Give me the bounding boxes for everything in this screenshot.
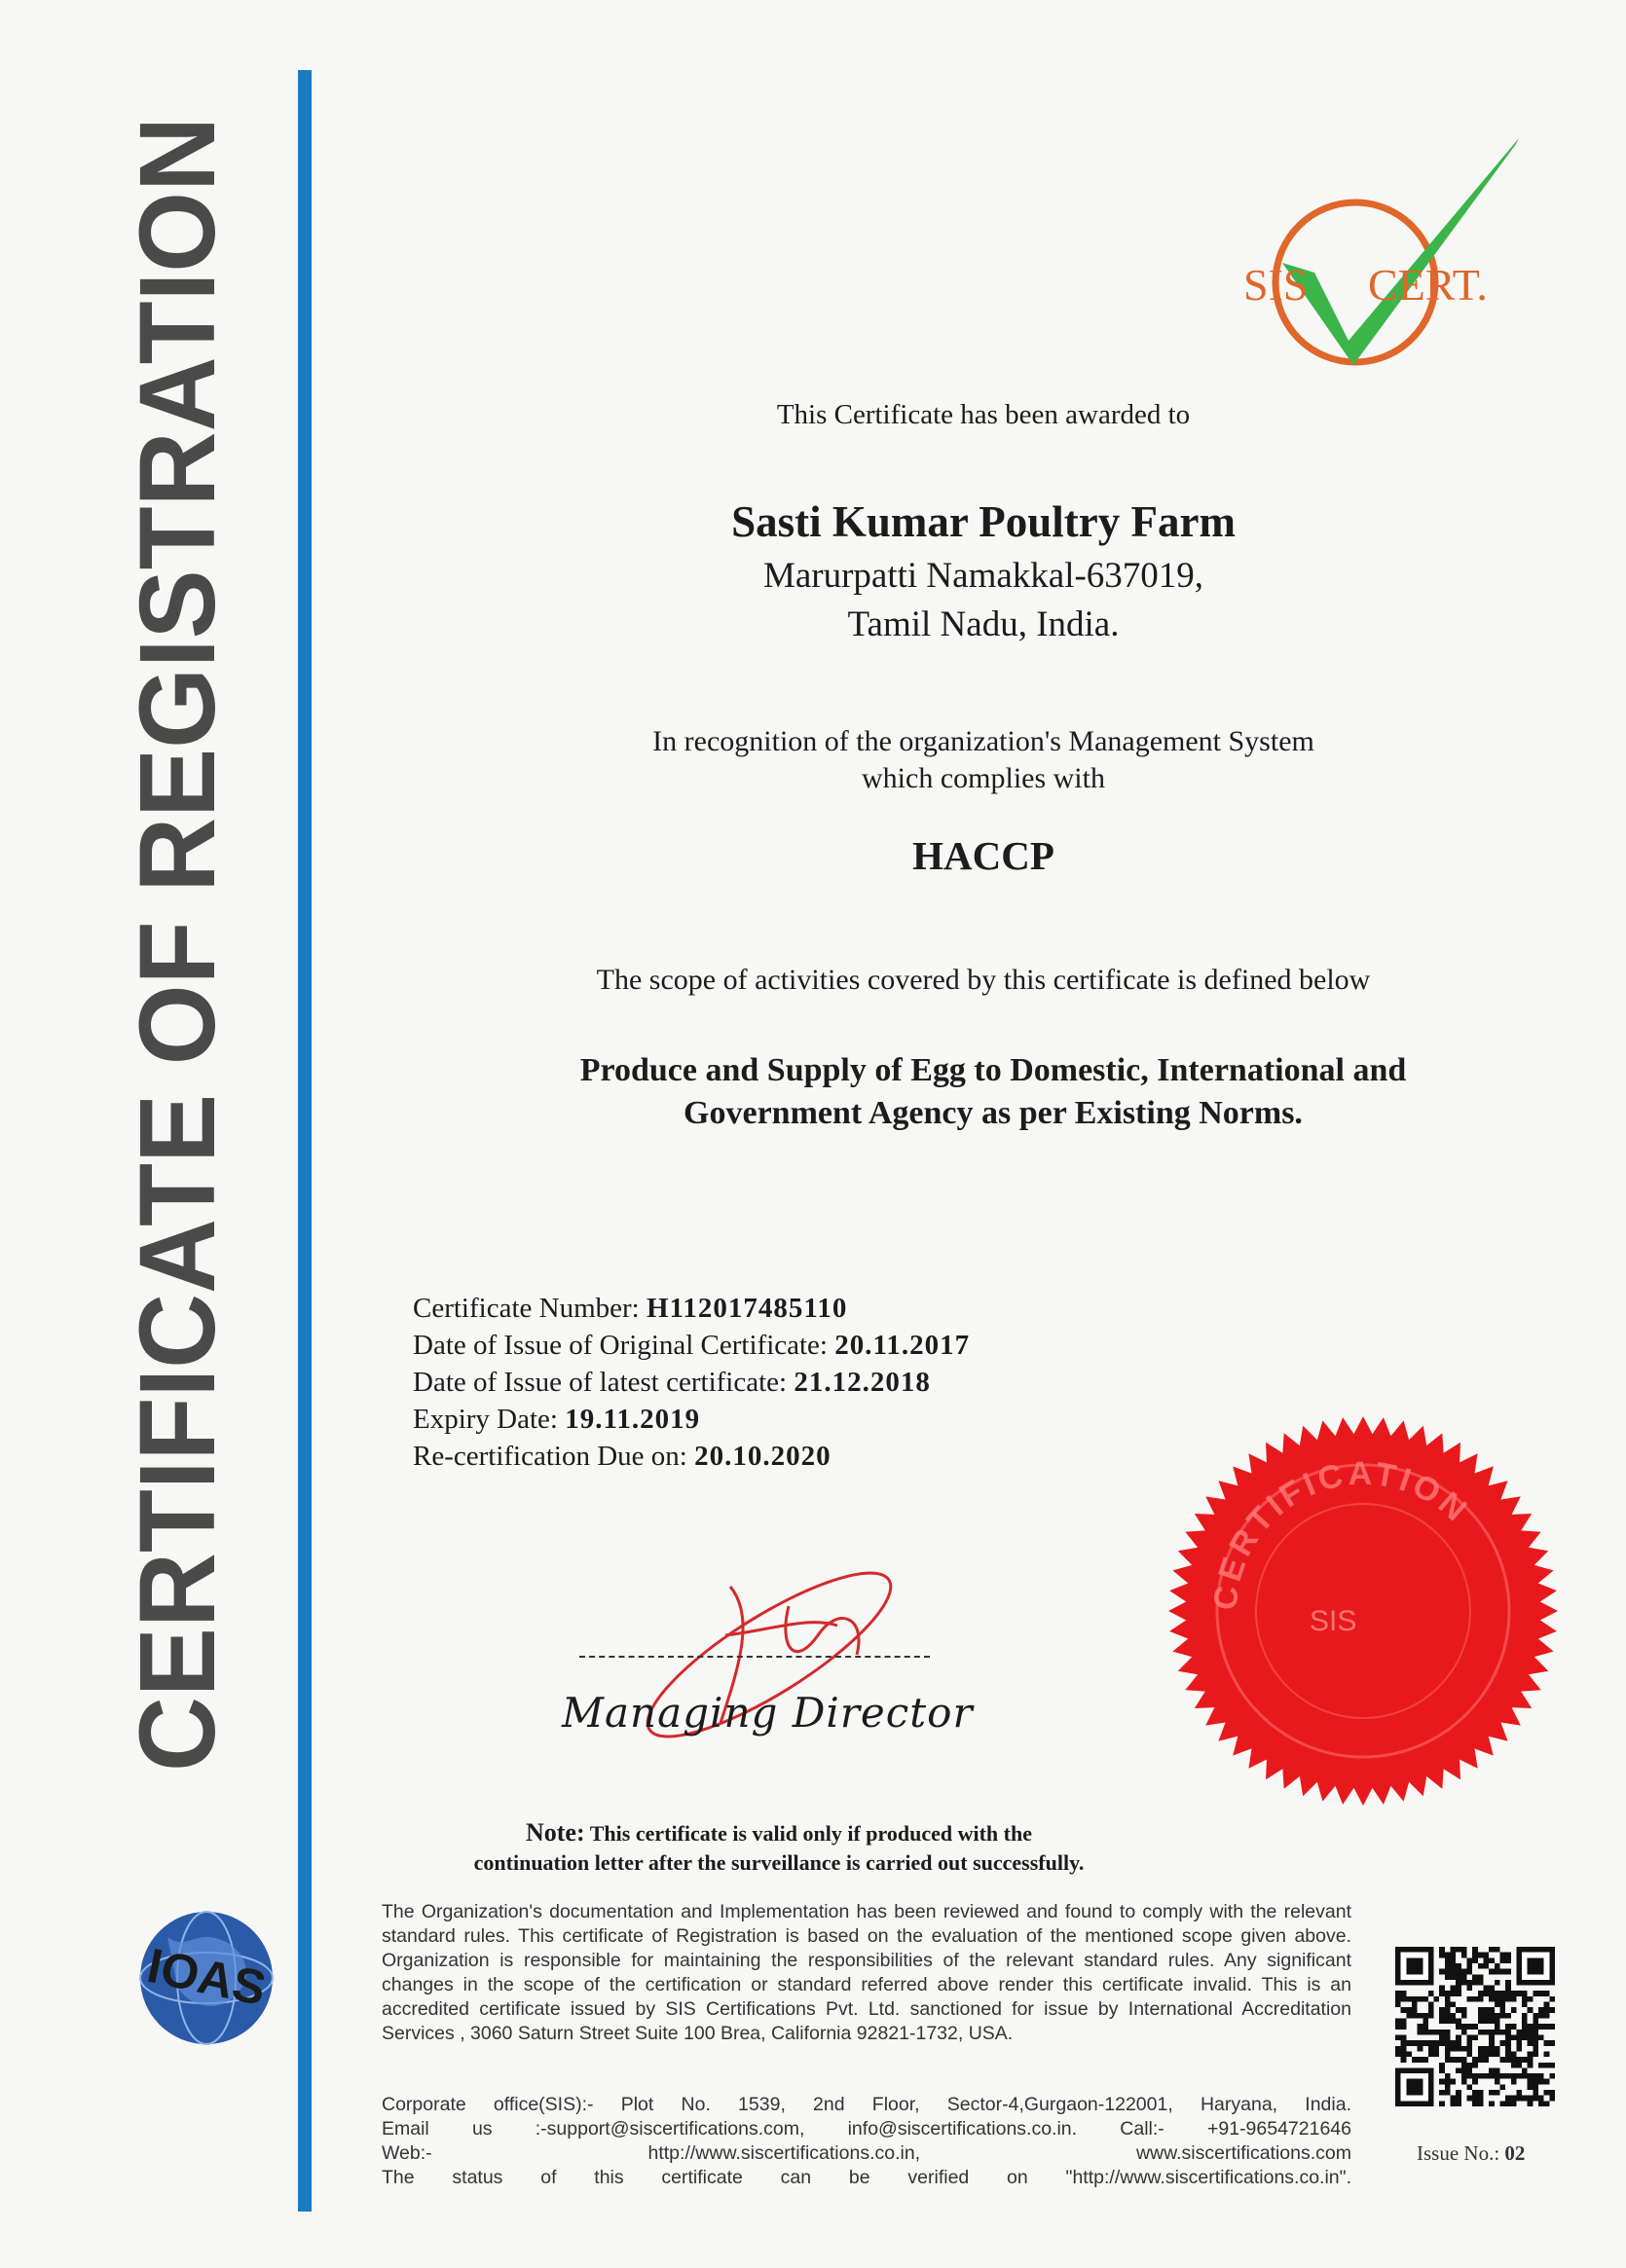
note [370,1818,1188,1878]
ioas-globe-logo [109,1898,304,2054]
detail-expiry-date [413,1401,970,1438]
organization-name: Sasti Kumar Poultry Farm [731,497,1236,546]
contact-web: Web:- http://www.siscertifications.co.in, www.siscertifications.com [382,2142,1351,2164]
detail-label: Date of Issue of latest certificate: [413,1367,795,1398]
scope-intro: The scope of activities covered by this certificate is defined below [596,964,1371,996]
scope-line2: Government Agency as per Existing Norms. [684,1095,1303,1131]
disclaimer-text: The Organization's documentation and Implementation has been reviewed and found to comply with the relevant standard rules. This certificate of Registration is based on the evaluation of the mentioned scope given above. Organization is responsible for maintaining the responsibilities of the relevant standard rules. Any significant changes in the scope of the certification or standard referred above render this certificate invalid. This is an accredited certificate issued by SIS Certifications Pvt. Ltd. sanctioned for issue by International Accreditation Services , 3060 Saturn Street Suite 100 Brea, California 92821-1732, USA. [382,1901,1351,2044]
contact-email: Email us :-support@siscertifications.com, info@siscertifications.co.in. Call:- +91-9654721646 [382,2118,1351,2140]
scope-text [360,1049,1626,1135]
recognition-text [351,723,1616,797]
signature-line [579,1656,930,1658]
ioas-logo-text: IOAS [142,1937,271,2017]
logo-text-cert: CERT. [1368,260,1488,310]
blue-vertical-bar [298,70,312,2212]
issue-number [1417,2141,1525,2166]
checkmark-icon [1282,138,1519,365]
red-seal [1164,1411,1563,1811]
contact-info [382,2093,1351,2190]
awarded-text: This Certificate has been awarded to [776,399,1191,430]
detail-certificate-number [413,1290,970,1327]
detail-label: Expiry Date: [413,1404,566,1435]
organization-address-line2: Tamil Nadu, India. [847,604,1120,644]
certificate-details [413,1290,970,1475]
detail-value: 20.11.2017 [834,1330,971,1361]
issue-value: 02 [1504,2141,1526,2165]
logo-text-sis: SIS [1243,260,1309,310]
detail-label: Date of Issue of Original Certificate: [413,1330,835,1361]
scope-line1: Produce and Supply of Egg to Domestic, International and [579,1052,1407,1088]
detail-label: Certificate Number: [413,1293,647,1324]
standard-name: HACCP [912,833,1054,878]
sis-cert-logo [1232,127,1524,380]
recognition-line1: In recognition of the organization's Management System [652,725,1314,757]
contact-status: The status of this certificate can be verified on "http://www.siscertifications.co.in". [382,2167,1351,2188]
issue-label: Issue No.: [1417,2141,1505,2165]
detail-latest-issue-date [413,1364,970,1401]
signature-label: Managing Director [562,1689,974,1737]
side-title-text: CERTIFICATE OF REGISTRATION [118,62,238,1772]
seal-text: CERTIFICATION [1206,1454,1477,1612]
detail-original-issue-date [413,1327,970,1364]
detail-value: 19.11.2019 [565,1404,701,1435]
detail-value: H112017485110 [646,1293,848,1324]
organization-address-line1: Marurpatti Namakkal-637019, [762,556,1204,596]
note-line1 [370,1818,1188,1848]
note-text-2: continuation letter after the surveillance is carried out successfully. [473,1850,1085,1875]
certificate-of-registration-side-title [118,62,238,1772]
detail-value: 21.12.2018 [794,1367,931,1398]
recognition-line2: which complies with [862,762,1105,794]
note-text-1: This certificate is valid only if produced with the [584,1821,1032,1846]
seal-center-text: SIS [1310,1605,1357,1637]
qr-code[interactable] [1395,1947,1555,2106]
detail-label: Re-certification Due on: [413,1441,695,1472]
detail-value: 20.10.2020 [694,1441,831,1472]
detail-recertification-due [413,1438,970,1475]
note-label: Note: [526,1818,585,1847]
contact-office: Corporate office(SIS):- Plot No. 1539, 2nd Floor, Sector-4,Gurgaon-122001, Haryana, India. [382,2094,1351,2115]
